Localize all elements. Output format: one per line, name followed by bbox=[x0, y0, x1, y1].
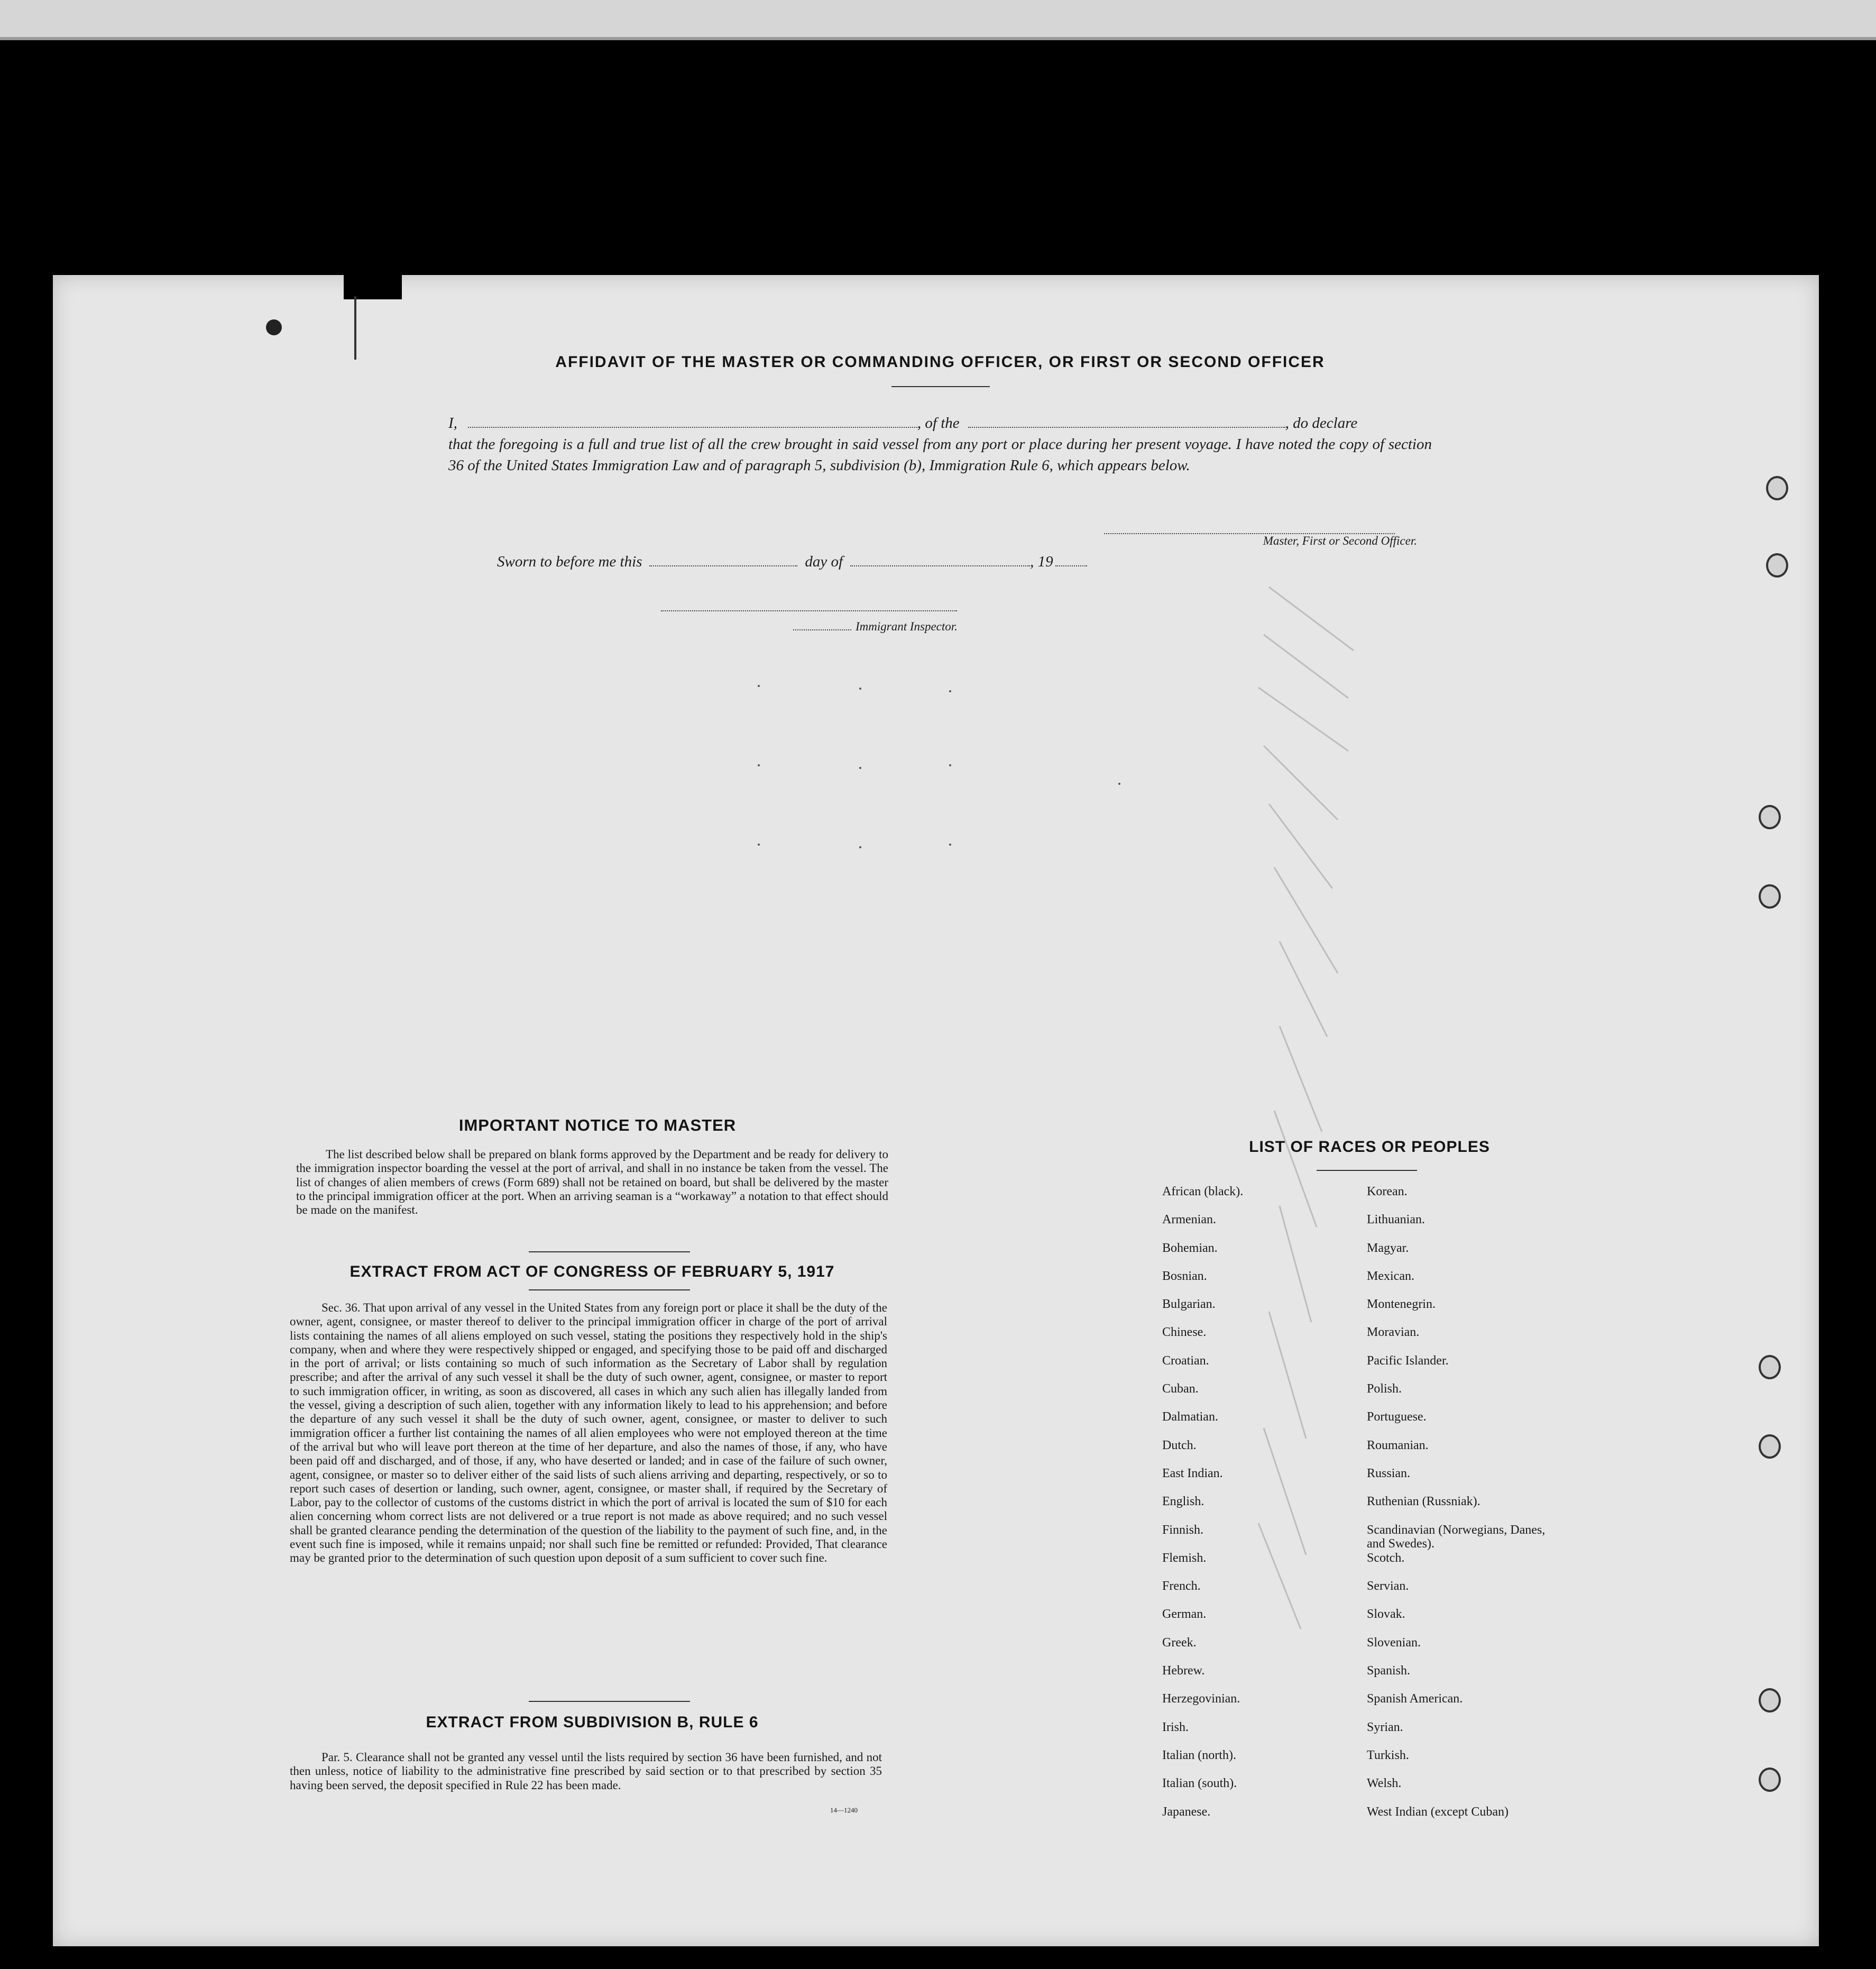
inspector-lead-dots bbox=[793, 617, 851, 630]
race-item: East Indian. bbox=[1162, 1466, 1223, 1480]
act-rule bbox=[529, 1289, 690, 1290]
inspector-signature-line[interactable] bbox=[661, 598, 957, 611]
bleed-dot bbox=[949, 690, 951, 692]
affidavit-statement: that the foregoing is a full and true list of all the crew brought in said vessel from any port or place during her present voyage. I have noted the copy of section 36 of the United States Immigration Law and of paragraph 5, subdivision (b), Immigration Rule 6, which appears below. bbox=[448, 436, 1432, 474]
bleed-dot bbox=[859, 767, 861, 769]
bleed-dot bbox=[758, 764, 760, 766]
binder-ring-mark bbox=[1759, 1767, 1781, 1792]
race-item: Spanish. bbox=[1367, 1664, 1411, 1678]
notice-rule bbox=[529, 1251, 690, 1252]
race-item: Finnish. bbox=[1162, 1523, 1204, 1537]
race-item: Greek. bbox=[1162, 1635, 1197, 1650]
race-item: Scotch. bbox=[1367, 1551, 1405, 1565]
bleed-dot bbox=[1118, 783, 1120, 785]
race-item: Armenian. bbox=[1162, 1213, 1216, 1227]
race-item: Herzegovinian. bbox=[1162, 1692, 1240, 1706]
form-number: 14—1240 bbox=[830, 1806, 858, 1814]
race-item: Russian. bbox=[1367, 1466, 1411, 1480]
race-item: Flemish. bbox=[1162, 1551, 1207, 1565]
race-item: Spanish American. bbox=[1367, 1692, 1463, 1706]
sworn-day-of: day of bbox=[805, 553, 843, 570]
race-item: Portuguese. bbox=[1367, 1410, 1427, 1424]
binder-ring-mark bbox=[1766, 476, 1788, 500]
rule-body: Par. 5. Clearance shall not be granted any vessel until the lists required by section 36 have been furnished, and not then unless, notice of liability to the administrative fine prescribed by said section or to that prescribed by section 35 having been served, the deposit specified in Rule 22 has been made. bbox=[290, 1751, 882, 1792]
race-item: Syrian. bbox=[1367, 1720, 1403, 1734]
race-item: Montenegrin. bbox=[1367, 1297, 1436, 1312]
inspector-label: Immigrant Inspector. bbox=[856, 620, 958, 633]
bleed-dot bbox=[859, 688, 861, 690]
race-item: Moravian. bbox=[1367, 1325, 1420, 1340]
sworn-month-blank[interactable] bbox=[850, 553, 1030, 566]
bleed-dot bbox=[758, 685, 760, 687]
race-item: Hebrew. bbox=[1162, 1664, 1205, 1678]
race-item: Pacific Islander. bbox=[1367, 1353, 1449, 1368]
race-item: Japanese. bbox=[1162, 1805, 1211, 1819]
race-item: Korean. bbox=[1367, 1185, 1408, 1198]
race-item: German. bbox=[1162, 1607, 1207, 1622]
race-item: Slovenian. bbox=[1367, 1635, 1421, 1650]
bleed-dot bbox=[949, 764, 951, 766]
race-item: Servian. bbox=[1367, 1579, 1409, 1593]
races-right-column bbox=[1367, 1185, 1557, 1833]
race-item: Dalmatian. bbox=[1162, 1410, 1218, 1424]
race-item: French. bbox=[1162, 1579, 1201, 1593]
race-item: African (black). bbox=[1162, 1185, 1244, 1198]
race-item: Magyar. bbox=[1367, 1241, 1409, 1255]
race-item: Dutch. bbox=[1162, 1438, 1197, 1452]
master-signature-label: Master, First or Second Officer. bbox=[1263, 534, 1417, 547]
binder-ring-mark bbox=[1759, 884, 1781, 909]
declare-label: , do declare bbox=[1285, 415, 1358, 432]
name-blank[interactable] bbox=[468, 414, 917, 428]
act-body: Sec. 36. That upon arrival of any vessel in the United States from any foreign port or place it shall be the duty of the owner, agent, consignee, or master thereof to deliver to the principal immigration officer in charge of the port of arrival lists containing the names of all aliens employed on such vessel, stating the positions they respectively hold in the ship's company, when and where they were respectively shipped or engaged, and specifying those to be paid off and discharged in the port of arrival; or lists containing so much of such information as the Secretary of Labor shall by regulation prescribe; and after the arrival of any such vessel it shall be the duty of such owner, agent, consignee, or master to report to such immigration officer, in writing, as soon as discovered, all cases in which any such alien has illegally landed from the vessel, giving a description of such alien, together with any information likely to lead to his apprehension; and before the departure of any such vessel it shall be the duty of such owner, agent, consignee, or master to deliver to such immigration officer a further list containing the names of all alien employees who were not employed thereon at the time of the arrival but who will leave port thereon at the time of her departure, and also the names of those, if any, who have been paid off and discharged, and of those, if any, who have deserted or landed; and in case of the failure of such owner, agent, consignee, or master so to deliver either of the said lists of such aliens arriving and departing, respectively, or so to report such cases of desertion or landing, such owner, agent, consignee, or master shall, if required by the Secretary of Labor, pay to the collector of customs of the customs district in which the port of arrival is located the sum of $10 for each alien concerning whom correct lists are not delivered or a true report is not made as above required; and no such vessel shall be granted clearance pending the determination of the question of the liability to the payment of such fine, and, in the event such fine is imposed, while it remains unpaid; nor shall such fine be remitted or refunded: Provided, That clearance may be granted prior to the determination of such question upon deposit of a sum sufficient to cover such fine. bbox=[290, 1301, 887, 1565]
torn-notch bbox=[344, 275, 402, 299]
punch-hole bbox=[266, 319, 282, 335]
sworn-line bbox=[497, 553, 1087, 571]
sworn-year-blank[interactable] bbox=[1055, 553, 1087, 566]
bleed-dot bbox=[949, 844, 951, 846]
race-item: English. bbox=[1162, 1495, 1204, 1509]
race-item: Polish. bbox=[1367, 1382, 1402, 1396]
vessel-blank[interactable] bbox=[968, 414, 1285, 428]
sworn-prefix: Sworn to before me this bbox=[497, 553, 642, 570]
race-item: Italian (south). bbox=[1162, 1776, 1237, 1791]
race-item: Italian (north). bbox=[1162, 1748, 1236, 1762]
race-item: Welsh. bbox=[1367, 1776, 1402, 1791]
race-item: Roumanian. bbox=[1367, 1438, 1429, 1452]
races-title: LIST OF RACES OR PEOPLES bbox=[1249, 1138, 1490, 1156]
binder-ring-mark bbox=[1759, 1688, 1781, 1712]
races-left-column bbox=[1162, 1185, 1342, 1833]
race-item: Bosnian. bbox=[1162, 1269, 1207, 1283]
race-item: Croatian. bbox=[1162, 1353, 1209, 1368]
race-item: Turkish. bbox=[1367, 1748, 1409, 1762]
notice-title: IMPORTANT NOTICE TO MASTER bbox=[458, 1116, 737, 1134]
title-rule bbox=[891, 386, 990, 387]
bleed-dot bbox=[859, 846, 861, 848]
race-item: Irish. bbox=[1162, 1720, 1189, 1734]
master-signature-line[interactable] bbox=[1104, 520, 1395, 534]
race-item: West Indian (except Cuban) bbox=[1367, 1805, 1509, 1819]
viewer-top-strip bbox=[0, 0, 1876, 40]
binder-ring-mark bbox=[1766, 553, 1788, 578]
binder-ring-mark bbox=[1759, 1434, 1781, 1459]
sworn-day-blank[interactable] bbox=[649, 553, 797, 566]
race-item: Bohemian. bbox=[1162, 1241, 1218, 1255]
race-item: Cuban. bbox=[1162, 1382, 1199, 1396]
race-item: Chinese. bbox=[1162, 1325, 1207, 1340]
race-item: Lithuanian. bbox=[1367, 1213, 1425, 1227]
tear-line bbox=[354, 296, 356, 360]
rule-title: EXTRACT FROM SUBDIVISION B, RULE 6 bbox=[426, 1714, 759, 1731]
race-item: Scandinavian (Norwegians, Danes, and Swedes). bbox=[1367, 1523, 1546, 1551]
sworn-year: , 19 bbox=[1030, 553, 1053, 570]
act-title: EXTRACT FROM ACT OF CONGRESS OF FEBRUARY 5, 1917 bbox=[350, 1263, 835, 1280]
bleed-dot bbox=[758, 844, 760, 846]
affidavit-title: AFFIDAVIT OF THE MASTER OR COMMANDING OFFICER, OR FIRST OR SECOND OFFICER bbox=[555, 353, 1325, 371]
affidavit-i-label: I, bbox=[448, 415, 457, 432]
inspector-line bbox=[793, 617, 958, 634]
of-the-label: , of the bbox=[917, 415, 960, 432]
race-item: Ruthenian (Russniak). bbox=[1367, 1495, 1480, 1509]
race-item: Bulgarian. bbox=[1162, 1297, 1216, 1312]
binder-ring-mark bbox=[1759, 805, 1781, 829]
races-rule bbox=[1317, 1170, 1417, 1171]
race-item: Mexican. bbox=[1367, 1269, 1414, 1283]
race-item: Slovak. bbox=[1367, 1607, 1405, 1622]
binder-ring-mark bbox=[1759, 1355, 1781, 1379]
rule-section-rule bbox=[529, 1701, 690, 1702]
affidavit-body bbox=[448, 413, 1432, 476]
notice-body: The list described below shall be prepared on blank forms approved by the Department and be ready for delivery to the immigration inspector boarding the vessel at the port of arrival, and shall in no instance be taken from the vessel. The list of changes of alien members of crews (Form 689) shall not be retained on board, but shall be delivered by the master to the principal immigration officer at the port. When an arriving seaman is a “workaway” a notation to that effect should be made on the manifest. bbox=[296, 1148, 888, 1217]
